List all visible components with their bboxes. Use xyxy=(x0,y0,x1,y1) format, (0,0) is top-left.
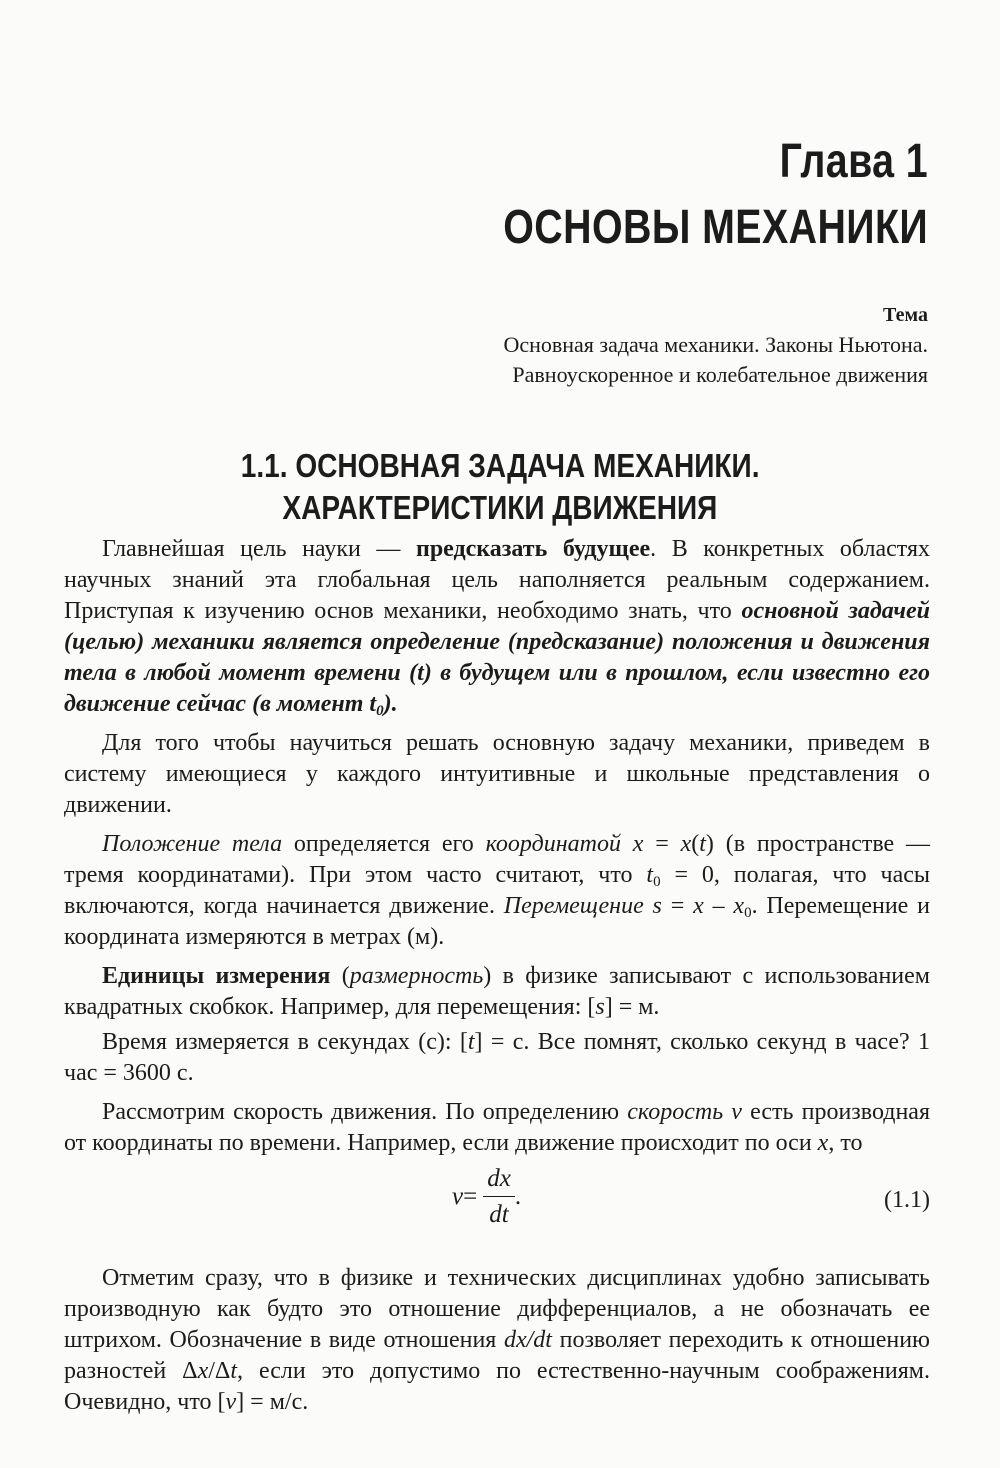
equation-dot: . xyxy=(514,1183,522,1210)
chapter-title: ОСНОВЫ МЕХАНИКИ xyxy=(503,201,928,254)
paragraph: Положение тела определяется его координатой x = x(t) (в пространстве — тремя координатами). При этом часто считают, что $t_0 = 0$, полагая, что часы включаются, когда начинается движение. Перемещение $s = x - x_0$. Перемещение и координата измеряются в метрах (м). xyxy=(64,831,931,950)
theme-block xyxy=(503,300,928,390)
equation-row xyxy=(64,1161,930,1241)
chapter-label: Глава 1 xyxy=(779,135,928,188)
theme-heading: Тема xyxy=(883,304,928,326)
theme-line: Основная задача механики. Законы Ньютона. xyxy=(503,332,928,357)
fraction-denominator: dt xyxy=(489,1201,509,1228)
definition: основной задачей (целью) механики является определение (предсказание) положения и движения тела в любой момент времени (t) в будущем или в прошлом, если известно его движение сейчас (в момент t xyxy=(64,598,931,717)
equation-lhs: v xyxy=(452,1183,464,1210)
section-title xyxy=(0,445,1000,529)
section-title-line: 1.1. ОСНОВНАЯ ЗАДАЧА МЕХАНИКИ. xyxy=(240,447,760,484)
equation-number: (1.1) xyxy=(884,1187,930,1213)
body-text xyxy=(64,534,930,1426)
paragraph: Время измеряется в секундах (с): [t] = с. Все помнят, сколько секунд в часе? 1 час = 3600 с. xyxy=(64,1029,930,1086)
paragraph: Единицы измерения (размерность) в физике записывают с использованием квадратных скобкок. Например, для перемещения: [s] = м. xyxy=(64,963,930,1020)
bold-term: предсказать будущее xyxy=(416,536,651,562)
section-title-line: ХАРАКТЕРИСТИКИ ДВИЖЕНИЯ xyxy=(282,489,718,526)
paragraph: Для того чтобы научиться решать основную задачу механики, приведем в систему имеющиеся у каждого интуитивные и школьные представления о движении. xyxy=(64,730,930,818)
paragraph: Главнейшая цель науки — предсказать будущее. В конкретных областях научных знаний эта глобальная цель наполняется реальным содержанием. Приступая к изучению основ механики, необходимо знать, что основной задачей (целью) механики является определение (предсказание) положения и движения тела в любой момент времени (t) в будущем или в прошлом, если известно его движение сейчас (в момент $t_0$). xyxy=(64,536,931,719)
paragraph: Рассмотрим скорость движения. По определению скорость v есть производная от координаты по времени. Например, если движение происходит по оси x, то xyxy=(64,1099,930,1156)
paragraph: Отметим сразу, что в физике и технических дисциплинах удобно записывать производную как будто это отношение дифференциалов, а не обозначать ее штрихом. Обозначение в виде отношения dx/dt позволяет переходить к отношению разностей Δx/Δt, если это допустимо по естественно-научным соображениям. Очевидно, что [v] = м/с. xyxy=(64,1265,930,1415)
equation xyxy=(452,1163,521,1230)
fraction-numerator: dx xyxy=(483,1163,515,1197)
fraction xyxy=(483,1163,515,1230)
theme-line: Равноускоренное и колебательное движения xyxy=(512,362,928,387)
equation-equals: = xyxy=(463,1183,478,1210)
